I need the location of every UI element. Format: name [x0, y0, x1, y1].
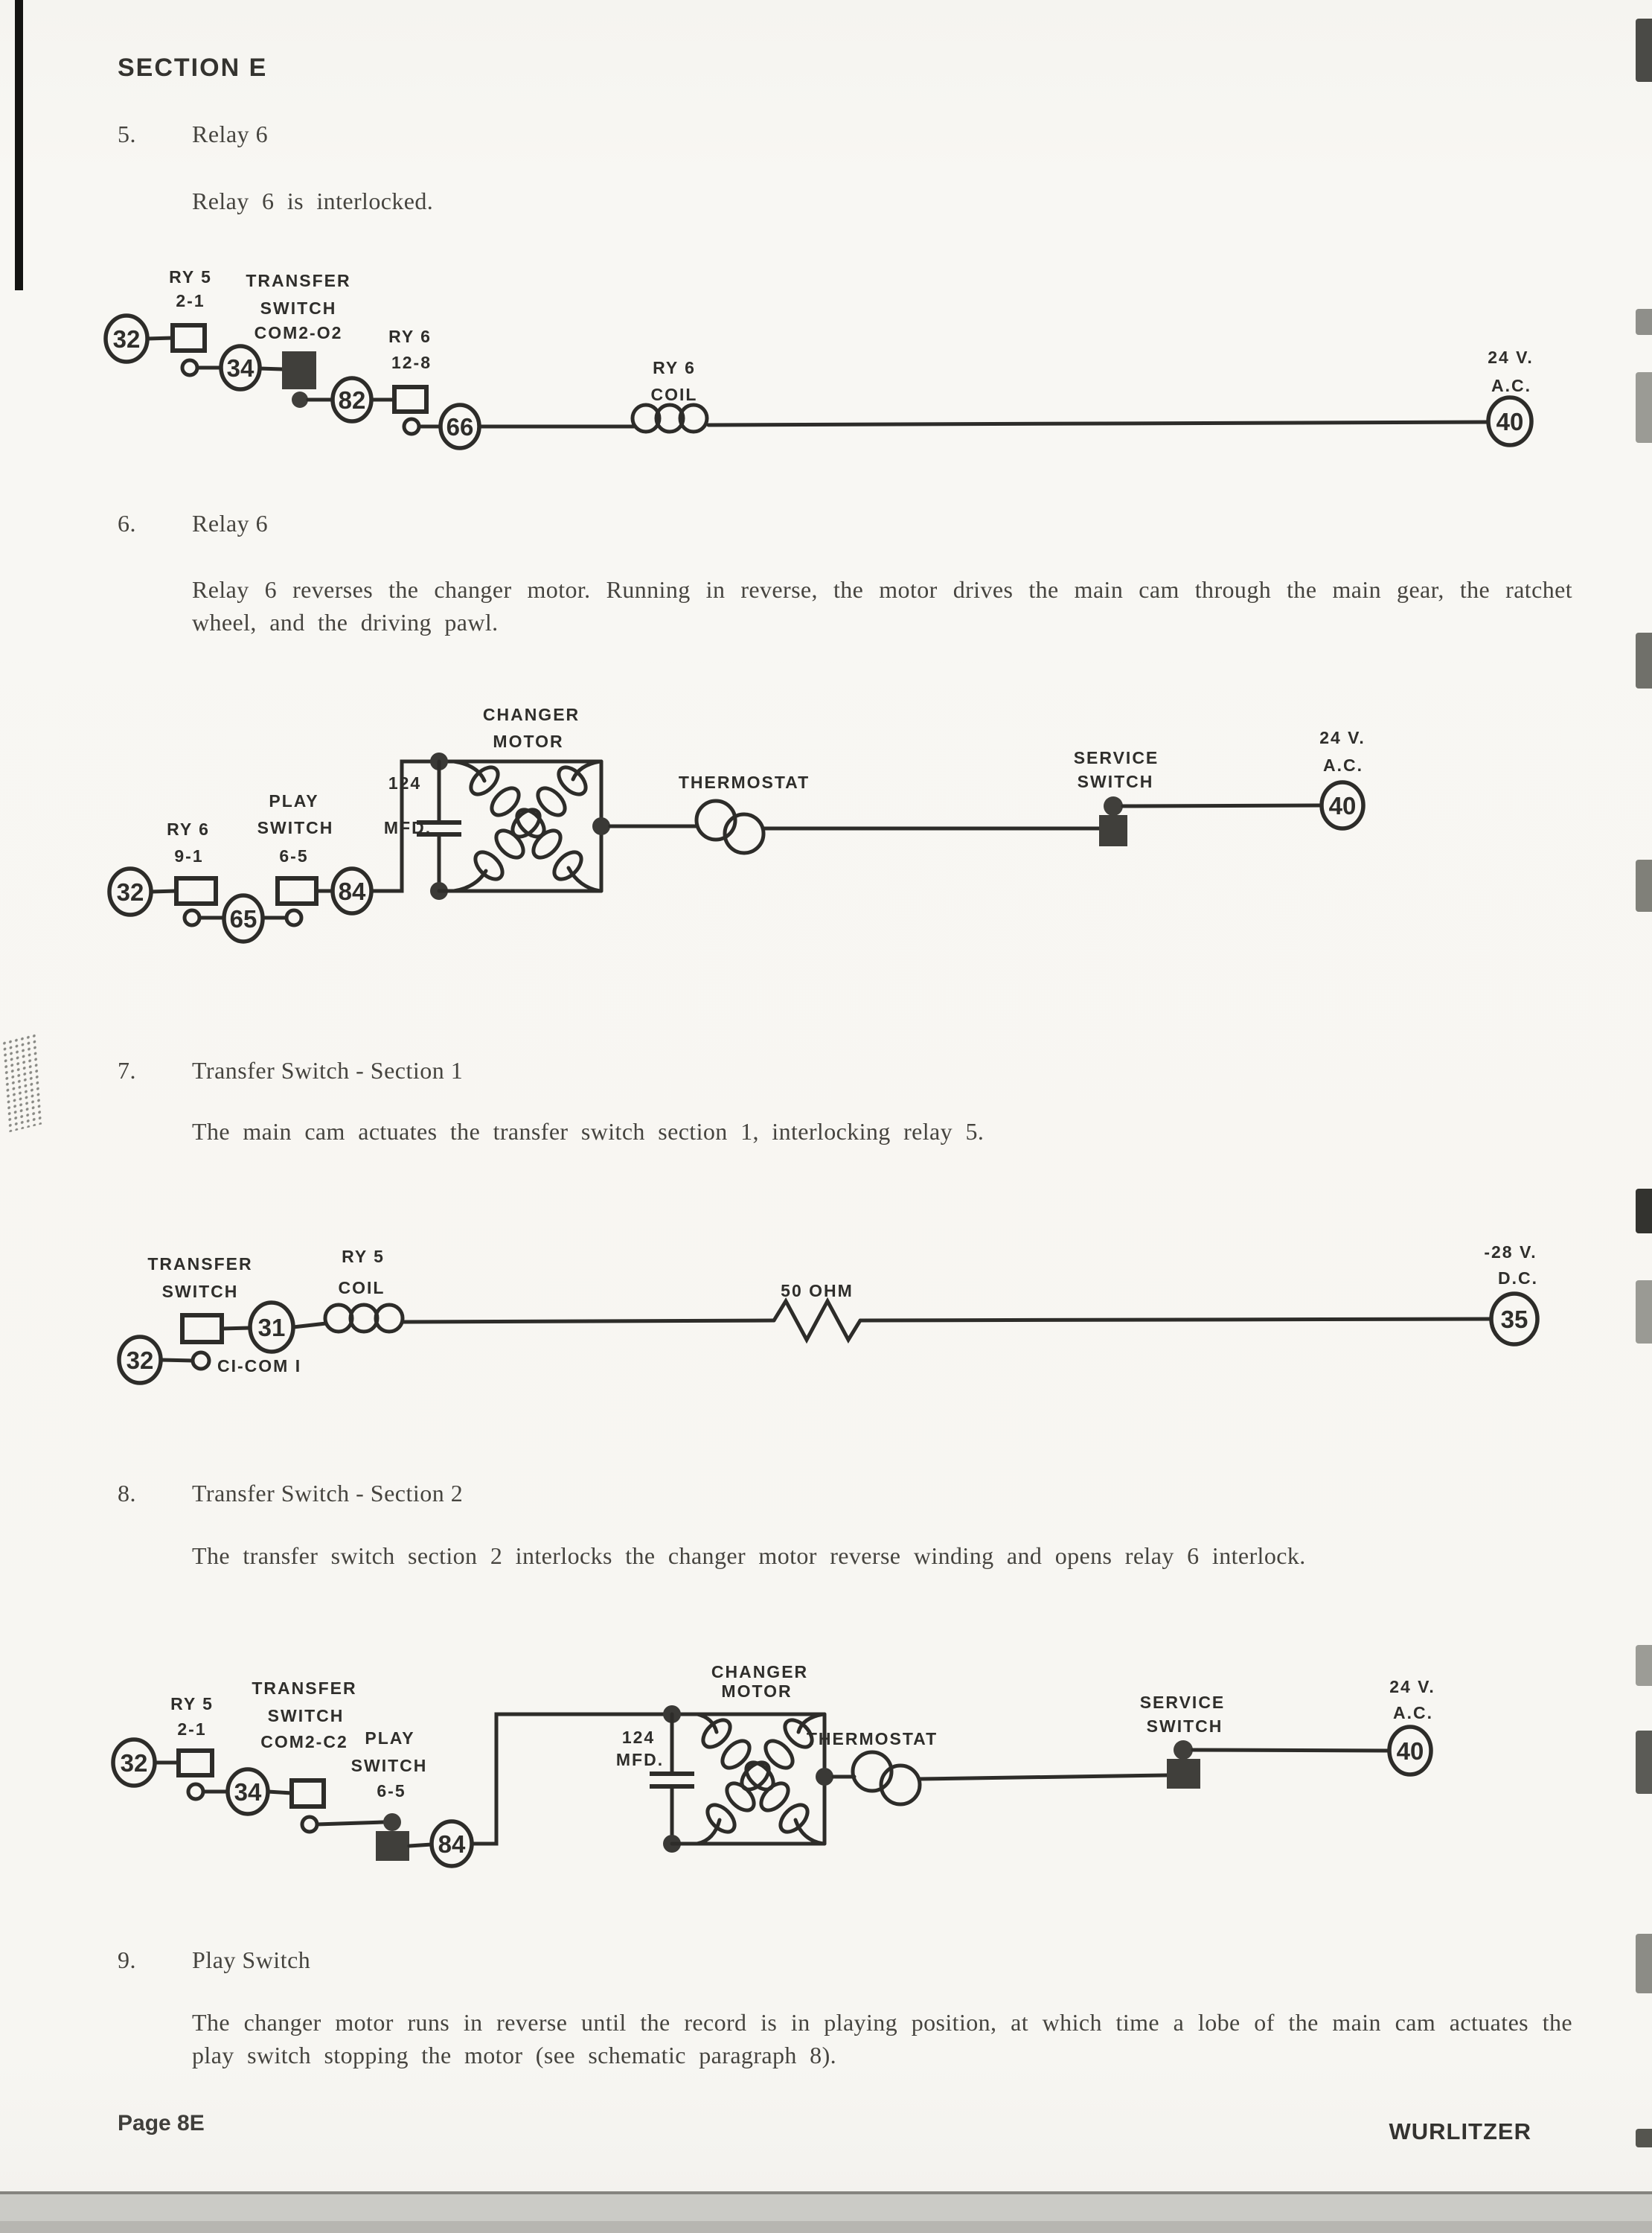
transfer-switch-symbol [282, 351, 316, 389]
relay-contact-symbol [176, 878, 216, 904]
item-7-title: Transfer Switch - Section 1 [192, 1057, 464, 1084]
terminal-number: 31 [257, 1314, 286, 1341]
item-6-body: Relay 6 reverses the changer motor. Running in reverse, the motor drives the main cam through the main gear, the ratchet wheel, and the driving pawl. [192, 576, 1572, 636]
coil-label: COIL [338, 1278, 385, 1297]
supply-label: 24 V. [1319, 728, 1366, 747]
contact-point [286, 910, 301, 925]
motor-label: CHANGER [711, 1662, 809, 1681]
binder-mark [1636, 309, 1652, 335]
brand-name: WURLITZER [1389, 2118, 1531, 2144]
service-switch-label: SWITCH [1077, 772, 1154, 791]
terminal-number: 66 [446, 413, 474, 441]
item-6-number: 6. [118, 510, 136, 537]
item-5-body: Relay 6 is interlocked. [192, 188, 434, 214]
item-7-number: 7. [118, 1057, 136, 1084]
contact-point [188, 1784, 203, 1799]
terminal-number: 84 [338, 878, 366, 905]
supply-label: -28 V. [1484, 1242, 1537, 1262]
terminal-number: 32 [126, 1346, 154, 1374]
terminal-number: 40 [1496, 408, 1524, 435]
coil-label: RY 5 [342, 1247, 385, 1266]
resistor-icon [774, 1301, 860, 1340]
play-switch-label: 6-5 [377, 1781, 406, 1801]
binder-mark [1636, 633, 1652, 689]
motor-label: MOTOR [721, 1681, 793, 1701]
terminal-number: 84 [438, 1830, 466, 1858]
switch-knob [1174, 1740, 1193, 1760]
relay-label: RY 6 [167, 820, 210, 839]
service-switch-label: SERVICE [1139, 1693, 1226, 1712]
relay-contact-symbol [394, 387, 426, 412]
relay-label: RY 5 [169, 267, 212, 287]
diagram-transfer-switch-1 [104, 1228, 1563, 1407]
relay-contact-symbol [179, 1751, 212, 1775]
terminal-number: 32 [116, 878, 144, 906]
coil-icon [325, 1305, 403, 1332]
terminal-number: 34 [226, 354, 254, 382]
supply-label: A.C. [1393, 1703, 1433, 1722]
diagram-transfer-switch-2 [104, 1660, 1563, 1891]
coil-label: COIL [650, 385, 698, 404]
binder-mark [1636, 19, 1652, 82]
junction-dot [592, 817, 610, 835]
capacitor-label: MFD. [383, 818, 432, 837]
item-6-title: Relay 6 [192, 510, 269, 537]
play-switch-label: SWITCH [350, 1756, 428, 1775]
service-switch-symbol [1099, 815, 1127, 846]
junction-dot [816, 1768, 833, 1786]
binder-mark [1636, 372, 1652, 443]
terminal-number: 65 [229, 905, 257, 933]
supply-label: 24 V. [1488, 348, 1534, 367]
thermostat-label: THERMOSTAT [806, 1729, 938, 1748]
item-9-title: Play Switch [192, 1946, 311, 1973]
item-9-number: 9. [118, 1946, 136, 1973]
contact-designation-label: CI-COM I [217, 1356, 302, 1376]
play-switch-label: PLAY [269, 791, 319, 811]
terminal-number: 82 [338, 386, 366, 414]
item-7-body: The main cam actuates the transfer switch section 1, interlocking relay 5. [192, 1118, 985, 1145]
service-switch-label: SERVICE [1073, 748, 1159, 767]
capacitor-label: MFD. [615, 1750, 665, 1769]
motor-label: MOTOR [493, 732, 564, 751]
relay-label: RY 6 [388, 327, 432, 346]
diagram-relay6-reverse [104, 692, 1563, 990]
contact-point [404, 419, 419, 434]
transfer-switch-label: SWITCH [260, 298, 337, 318]
switch-knob [1104, 796, 1123, 816]
contact-point [182, 360, 197, 375]
motor-label: CHANGER [482, 705, 580, 724]
supply-label: D.C. [1498, 1268, 1538, 1288]
play-switch-label: 6-5 [279, 846, 309, 866]
play-switch-label: SWITCH [257, 818, 334, 837]
relay-contact-label: 2-1 [177, 1719, 207, 1739]
coil-label: RY 6 [653, 358, 696, 377]
page-number: Page 8E [118, 2111, 205, 2135]
item-8-number: 8. [118, 1480, 136, 1507]
transfer-switch-label: SWITCH [267, 1706, 345, 1725]
relay-contact-symbol [173, 325, 205, 351]
section-header: SECTION E [118, 54, 268, 82]
thermostat-icon [697, 801, 763, 853]
thermostat-label: THERMOSTAT [678, 773, 810, 792]
binder-mark [1636, 1189, 1652, 1233]
thermostat-icon [853, 1752, 920, 1804]
terminal-number: 40 [1328, 792, 1357, 820]
transfer-switch-symbol [292, 1780, 324, 1806]
capacitor-icon [650, 1714, 694, 1844]
scan-bottom-edge [0, 2191, 1652, 2233]
binder-mark [1636, 860, 1652, 912]
supply-label: A.C. [1323, 755, 1363, 775]
capacitor-label: 124 [388, 773, 422, 793]
motor-windings-icon [697, 1714, 823, 1844]
motor-windings-icon [454, 761, 600, 891]
halftone-artifact [1, 1032, 42, 1132]
transfer-switch-label: TRANSFER [252, 1678, 357, 1698]
supply-label: 24 V. [1389, 1677, 1435, 1696]
switch-knob [292, 392, 308, 408]
item-8-body: The transfer switch section 2 interlocks the changer motor reverse winding and opens relay 6 interlock. [192, 1542, 1306, 1569]
coil-icon [633, 405, 707, 432]
relay-contact-label: 2-1 [176, 291, 205, 310]
capacitor-label: 124 [621, 1728, 656, 1747]
diagram-relay6-interlock [104, 253, 1563, 476]
binder-mark [1636, 1731, 1652, 1794]
binder-mark [1636, 1645, 1652, 1686]
binder-mark [1636, 2129, 1652, 2147]
transfer-switch-label: SWITCH [161, 1282, 239, 1301]
play-switch-label: PLAY [365, 1728, 415, 1748]
contact-point [193, 1352, 209, 1369]
transfer-switch-label: TRANSFER [246, 271, 351, 290]
binder-mark [1636, 1280, 1652, 1344]
item-9-body: The changer motor runs in reverse until the record is in playing position, at which time a lobe of the main cam actuates the play switch stopping the motor (see schematic paragraph 8). [192, 2009, 1572, 2069]
terminal-number: 32 [112, 325, 141, 353]
play-switch-symbol [376, 1831, 409, 1861]
binder-mark [1636, 1934, 1652, 1993]
resistor-label: 50 OHM [781, 1281, 854, 1300]
contact-point [185, 910, 199, 925]
transfer-switch-symbol [182, 1315, 222, 1342]
relay-label: RY 5 [170, 1694, 214, 1713]
play-switch-symbol [278, 878, 316, 904]
item-5-title: Relay 6 [192, 121, 269, 147]
relay-contact-label: 12-8 [391, 353, 432, 372]
transfer-switch-label: COM2-C2 [260, 1732, 348, 1751]
switch-knob [383, 1813, 401, 1831]
terminal-number: 35 [1500, 1306, 1528, 1333]
service-switch-label: SWITCH [1146, 1716, 1223, 1736]
relay-contact-label: 9-1 [174, 846, 204, 866]
transfer-switch-label: TRANSFER [147, 1254, 253, 1274]
terminal-number: 34 [234, 1778, 262, 1806]
item-8-title: Transfer Switch - Section 2 [192, 1480, 464, 1507]
contact-point [302, 1817, 317, 1832]
service-switch-symbol [1167, 1759, 1200, 1789]
transfer-switch-label: COM2-O2 [254, 323, 343, 342]
supply-label: A.C. [1491, 376, 1531, 395]
item-5-number: 5. [118, 121, 136, 147]
terminal-number: 32 [120, 1749, 148, 1777]
terminal-number: 40 [1396, 1737, 1424, 1765]
scan-edge-bar [15, 0, 23, 290]
